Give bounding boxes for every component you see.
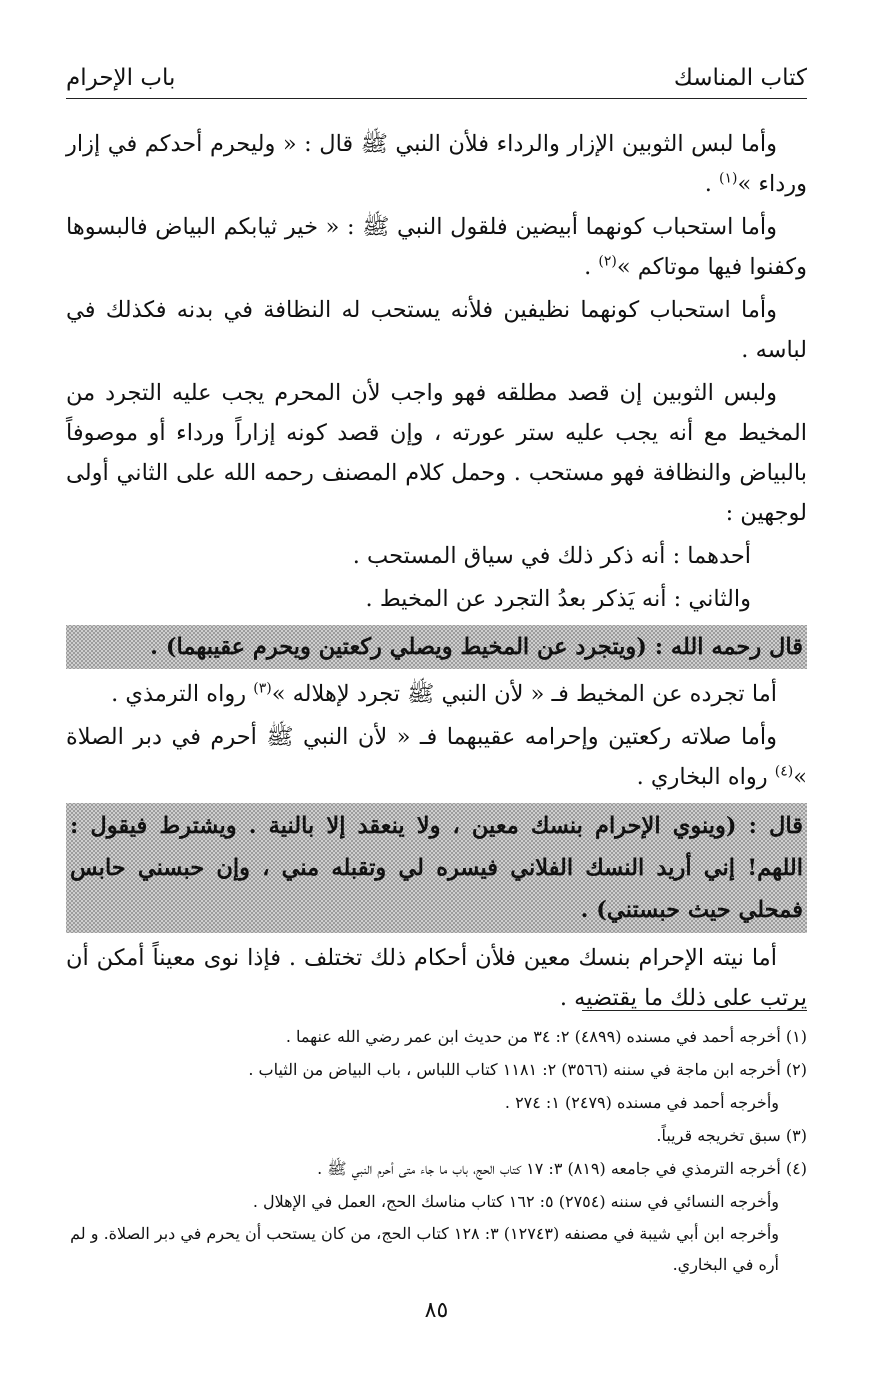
highlighted-matn-1: قال رحمه الله : (ويتجرد عن المخيط ويصلي ركعتين ويحرم عقيبهما) . — [66, 625, 807, 669]
footnote-4-continued-ibn-abi-shaybah: وأخرجه ابن أبي شيبة في مصنفه (١٢٧٤٣) ٣: ١٢٨ كتاب الحج، من كان يستحب أن يحرم في دبر الصلاة. و لم أره في البخاري. — [70, 1224, 779, 1274]
footnote-separator — [582, 1010, 807, 1011]
footnote-ref-2[interactable]: (٢) — [598, 253, 617, 270]
footnotes — [60, 1020, 807, 1280]
footnote-2-continued: وأخرجه أحمد في مسنده (٢٤٧٩) ١: ٢٧٤ . — [504, 1093, 779, 1112]
main-text — [66, 124, 807, 1021]
paragraph-first-reason: أحدهما : أنه ذكر ذلك في سياق المستحب . — [352, 543, 751, 569]
paragraph-clean-garments: وأما استحباب كونهما نظيفين فلأنه يستحب له النظافة في بدنه فكذلك في لباسه . — [66, 297, 807, 363]
header-chapter-title: باب الإحرام — [66, 65, 176, 91]
footnote-3: (٣) سبق تخريجه قريباً. — [656, 1126, 807, 1145]
footnote-4: (٤) أخرجه الترمذي في جامعه (٨١٩) ٣: ١٧ كتاب الحج، باب ما جاء متى أحرم النبي ﷺ . — [317, 1159, 807, 1178]
footnote-ref-1[interactable]: (١) — [719, 170, 738, 187]
paragraph-intention: أما نيته الإحرام بنسك معين فلأن أحكام ذلك تختلف . فإذا نوى معيناً أمكن أن يرتب على ذلك ما يقتضيه . — [66, 945, 807, 1011]
paragraph-undress: أما تجرده عن المخيط فـ « لأن النبي ﷺ تجرد لإهلاله »$^{(٣)}$ رواه الترمذي . — [111, 680, 777, 707]
running-header — [66, 52, 807, 99]
paragraph-ruling: ولبس الثوبين إن قصد مطلقه فهو واجب لأن المحرم يجب عليه التجرد من المخيط مع أنه يجب عليه ستر عورته ، وإن قصد كونه إزاراً ورداء أو موصوفاً بالبياض والنظافة فهو مستحب . وحمل كلام المصنف رحمه الله على الثاني أولى لوجهين : — [66, 380, 807, 526]
page-number: ٨٥ — [424, 1298, 449, 1323]
paragraph-second-reason: والثاني : أنه يَذكر بعدُ التجرد عن المخيط . — [365, 586, 751, 612]
paragraph-white-garments: وأما استحباب كونهما أبيضين فلقول النبي ﷺ : « خير ثيابكم البياض فالبسوها وكفنوا فيها موتاكم »$^{(٢)}$ . — [66, 214, 807, 280]
footnote-ref-4[interactable]: (٤) — [774, 763, 794, 780]
header-book-title: كتاب المناسك — [673, 65, 807, 91]
footnote-4-continued-nasai: وأخرجه النسائي في سننه (٢٧٥٤) ٥: ١٦٢ كتاب مناسك الحج، العمل في الإهلال . — [252, 1192, 779, 1211]
highlighted-matn-2: قال : (وينوي الإحرام بنسك معين ، ولا ينعقد إلا بالنية . ويشترط فيقول : اللهم! إني أريد النسك الفلاني فيسره لي وتقبله مني ، وإن حبسني حابس فمحلي حيث حبستني) . — [66, 803, 807, 933]
footnote-2: (٢) أخرجه ابن ماجة في سننه (٣٥٦٦) ٢: ١١٨١ كتاب اللباس ، باب البياض من الثياب . — [248, 1060, 807, 1079]
footnote-ref-3[interactable]: (٣) — [253, 680, 272, 697]
paragraph-two-garments: وأما لبس الثوبين الإزار والرداء فلأن النبي ﷺ قال : « وليحرم أحدكم في إزار ورداء »$^{(١)}$ . — [66, 131, 807, 197]
footnote-1: (١) أخرجه أحمد في مسنده (٤٨٩٩) ٢: ٣٤ من حديث ابن عمر رضي الله عنهما . — [285, 1027, 807, 1046]
paragraph-two-rakahs: وأما صلاته ركعتين وإحرامه عقيبهما فـ « لأن النبي ﷺ أحرم في دبر الصلاة »$^{(٤)}$ رواه البخاري . — [66, 724, 807, 790]
